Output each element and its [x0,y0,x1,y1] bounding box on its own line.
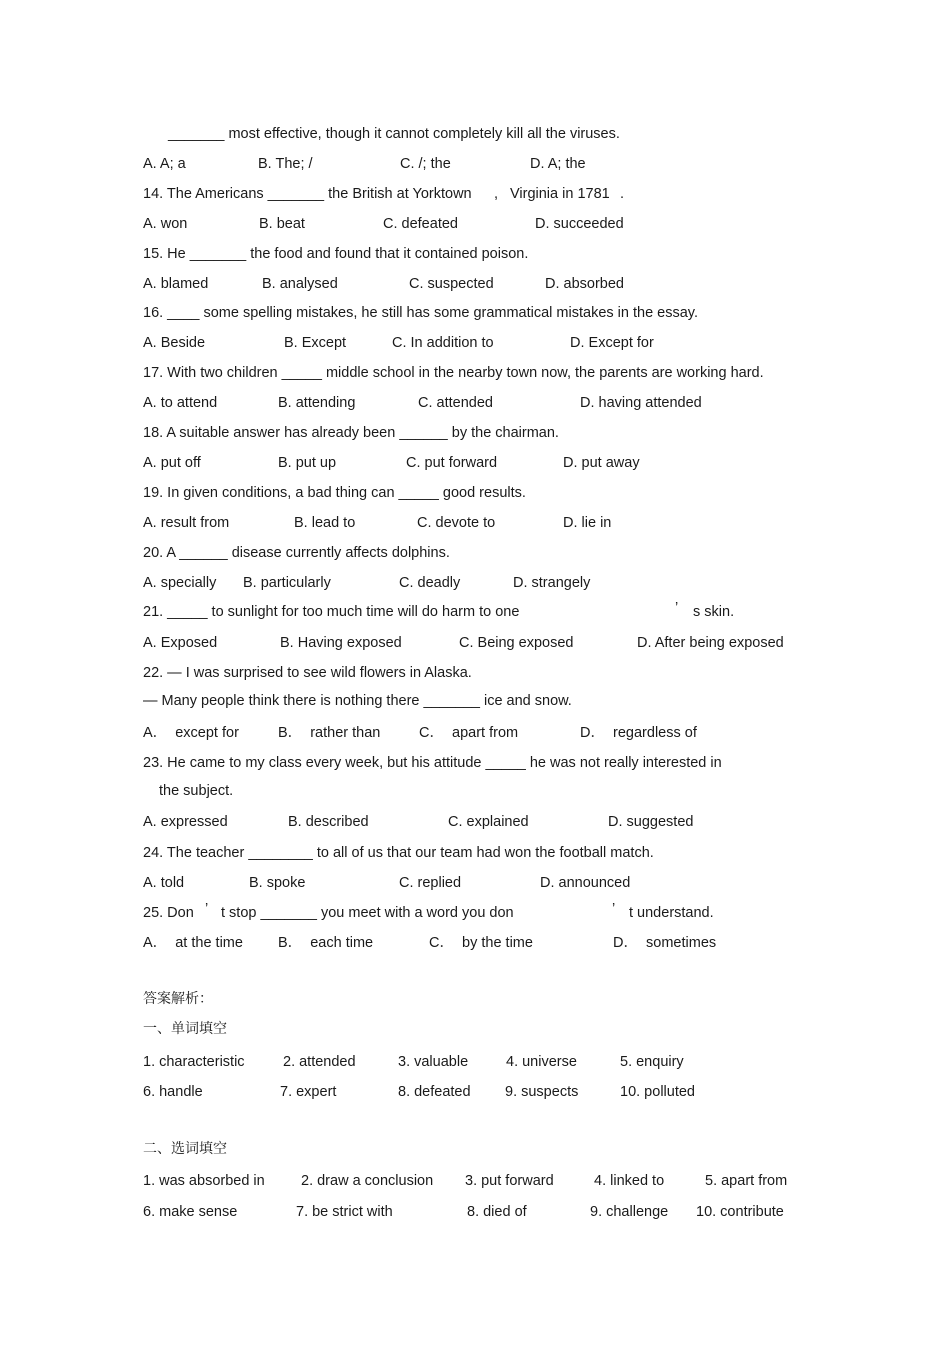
q15-option-b: B. analysed [262,276,338,292]
sec1-answer: 1. characteristic [143,1054,245,1070]
q19-option-c: C. devote to [417,515,496,531]
q24-option-c: C. replied [399,875,462,891]
q19-option-b: B. lead to [294,515,356,531]
sec1-answer: 3. valuable [398,1054,469,1070]
sec1-answer: 4. universe [506,1054,577,1070]
q17-option-a: A. to attend [143,395,218,411]
q17-option-b: B. attending [278,395,356,411]
q25-stem-mid: t stop _______ you meet with a word you don [221,905,514,921]
q22-option-c: C． apart from [419,725,519,741]
q23-stem-line1: 23. He came to my class every week, but his attitude _____ he was not really interested in [143,755,722,771]
sec1-answer: 7. expert [280,1084,337,1100]
q21-option-a: A. Exposed [143,635,218,651]
q17-option-c: C. attended [418,395,493,411]
q21-option-d: D. After being exposed [637,635,784,651]
q16-option-b: B. Except [284,335,347,351]
q21-stem-end: s skin. [693,604,735,620]
q19-option-a: A. result from [143,515,230,531]
sec2-answer: 9. challenge [590,1204,669,1220]
q20-option-d: D. strangely [513,575,591,591]
q25-stem-apostrophe1: ’ [205,901,209,917]
q25-stem-apostrophe2: ’ [612,901,616,917]
q14-option-d: D. succeeded [535,216,624,232]
q25-stem-end: t understand. [629,905,714,921]
answer-key-title: 答案解析： [143,991,213,1007]
q14-option-c: C. defeated [383,216,458,232]
sec2-answer: 6. make sense [143,1204,238,1220]
q13-option-c: C. /; the [400,156,451,172]
q24-option-a: A. told [143,875,185,891]
q13-option-b: B. The; / [258,156,313,172]
q14-stem-place: Virginia in 1781 [510,186,610,202]
q15-option-d: D. absorbed [545,276,624,292]
q13-option-d: D. A; the [530,156,586,172]
q24-option-b: B. spoke [249,875,306,891]
q20-stem: 20. A ______ disease currently affects dolphins. [143,545,450,561]
q22-option-a: A． except for [143,725,239,741]
q21-option-b: B. Having exposed [280,635,402,651]
q20-option-b: B. particularly [243,575,331,591]
q14-option-b: B. beat [259,216,305,232]
q22-option-b: B． rather than [278,725,381,741]
sec2-answer: 2. draw a conclusion [301,1173,434,1189]
sec1-answer: 2. attended [283,1054,356,1070]
q25-option-d: D． sometimes [613,935,717,951]
q14-stem-comma: , [494,186,499,202]
q18-stem: 18. A suitable answer has already been ______ by the chairman. [143,425,559,441]
q25-option-c: C． by the time [429,935,533,951]
q14-stem-period: . [620,186,625,202]
sec1-answer: 5. enquiry [620,1054,684,1070]
q19-stem: 19. In given conditions, a bad thing can _____ good results. [143,485,526,501]
q18-option-a: A. put off [143,455,201,471]
q25-option-a: A． at the time [143,935,243,951]
section1-title: 一、单词填空 [143,1021,227,1037]
q25-option-b: B． each time [278,935,374,951]
q23-stem-line2: the subject. [159,783,234,799]
q16-option-a: A. Beside [143,335,206,351]
q21-option-c: C. Being exposed [459,635,574,651]
q23-option-d: D. suggested [608,814,694,830]
q21-stem: 21. _____ to sunlight for too much time will do harm to one [143,604,520,620]
q23-option-c: C. explained [448,814,529,830]
sec1-answer: 8. defeated [398,1084,471,1100]
q22-option-d: D． regardless of [580,725,697,741]
q19-option-d: D. lie in [563,515,612,531]
q14-option-a: A. won [143,216,188,232]
sec2-answer: 3. put forward [465,1173,554,1189]
q23-option-b: B. described [288,814,369,830]
q22-dialogue-line1: 22. — I was surprised to see wild flowers in Alaska. [143,665,472,681]
sec2-answer: 7. be strict with [296,1204,393,1220]
q25-stem: 25. Don [143,905,194,921]
sec2-answer: 1. was absorbed in [143,1173,265,1189]
q22-dialogue-line2: — Many people think there is nothing there _______ ice and snow. [143,693,572,709]
q16-stem: 16. ____ some spelling mistakes, he still has some grammatical mistakes in the essay. [143,305,699,321]
sec1-answer: 6. handle [143,1084,203,1100]
q18-option-c: C. put forward [406,455,498,471]
q16-option-c: C. In addition to [392,335,494,351]
q15-option-c: C. suspected [409,276,494,292]
q23-option-a: A. expressed [143,814,228,830]
q13-continuation: _______ most effective, though it cannot completely kill all the viruses. [168,126,620,142]
sec2-answer: 5. apart from [705,1173,788,1189]
q14-stem: 14. The Americans _______ the British at Yorktown [143,186,472,202]
q21-stem-apostrophe: ’ [675,600,679,616]
q13-option-a: A. A; a [143,156,186,172]
q20-option-c: C. deadly [399,575,461,591]
section2-title: 二、选词填空 [143,1141,227,1157]
q24-option-d: D. announced [540,875,631,891]
sec1-answer: 9. suspects [505,1084,579,1100]
q15-option-a: A. blamed [143,276,209,292]
q20-option-a: A. specially [143,575,217,591]
q17-option-d: D. having attended [580,395,702,411]
sec2-answer: 4. linked to [594,1173,665,1189]
q17-stem: 17. With two children _____ middle school in the nearby town now, the parents are working hard. [143,365,764,381]
sec2-answer: 10. contribute [696,1204,784,1220]
sec1-answer: 10. polluted [620,1084,695,1100]
q16-option-d: D. Except for [570,335,654,351]
q18-option-d: D. put away [563,455,640,471]
q24-stem: 24. The teacher ________ to all of us that our team had won the football match. [143,845,654,861]
sec2-answer: 8. died of [467,1204,527,1220]
q18-option-b: B. put up [278,455,337,471]
q15-stem: 15. He _______ the food and found that it contained poison. [143,246,529,262]
